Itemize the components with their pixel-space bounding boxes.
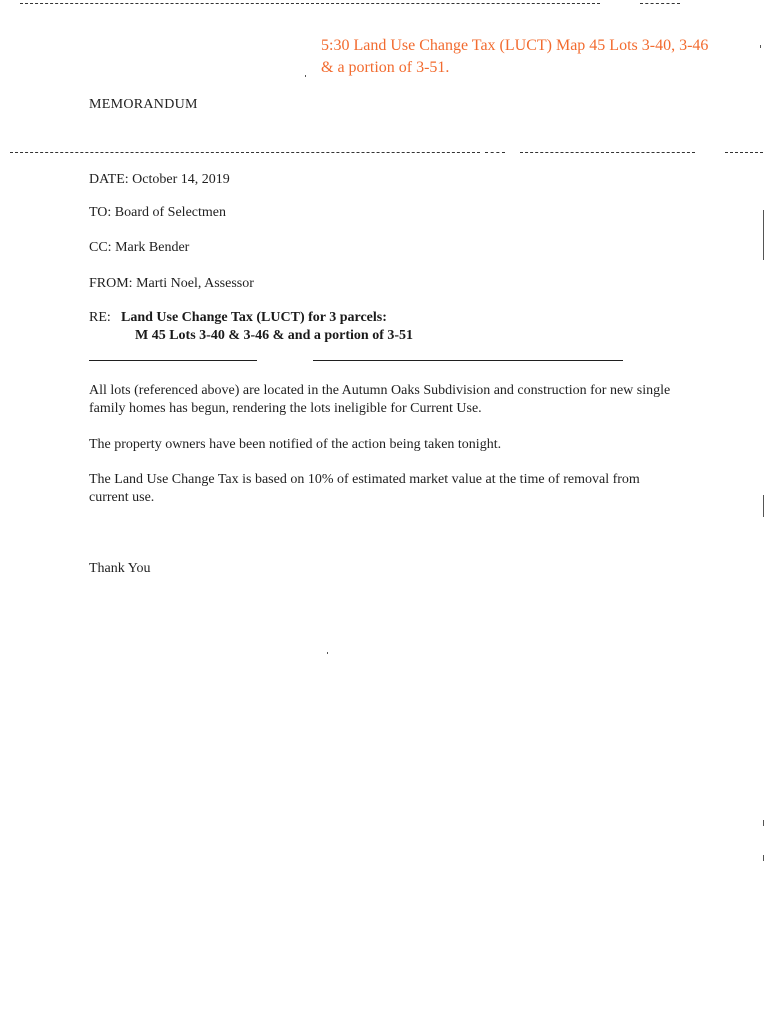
agenda-annotation [321, 35, 751, 79]
memo-re-subject: Land Use Change Tax (LUCT) for 3 parcels: [121, 310, 387, 325]
memo-cc: CC: Mark Bender [89, 240, 190, 255]
scan-artifact-top [20, 3, 600, 4]
scan-artifact-band [10, 152, 480, 153]
subject-rule-right [313, 360, 623, 361]
memo-from: FROM: Marti Noel, Assessor [89, 276, 254, 291]
annotation-line-2: & a portion of 3-51. [321, 59, 450, 76]
memo-re-label: RE: [89, 310, 111, 325]
subject-rule-left [89, 360, 257, 361]
memo-re-parcels: M 45 Lots 3-40 & 3-46 & and a portion of 3-51 [135, 328, 414, 343]
memo-paragraph-2: The property owners have been notified of the action being taken tonight. [89, 437, 502, 452]
scan-speck [760, 45, 761, 48]
scan-speck [763, 210, 764, 260]
annotation-line-1: 5:30 Land Use Change Tax (LUCT) Map 45 Lots 3-40, 3-46 [321, 37, 709, 54]
scan-speck [763, 820, 764, 826]
memo-paragraph-3: The Land Use Change Tax is based on 10% of estimated market value at the time of removal from current use. [89, 472, 640, 505]
scan-artifact-top-right [640, 3, 680, 4]
memo-paragraph-1: All lots (referenced above) are located in the Autumn Oaks Subdivision and construction for new single family homes has begun, rendering the lots ineligible for Current Use. [89, 383, 671, 416]
memo-to: TO: Board of Selectmen [89, 205, 226, 220]
memo-date: DATE: October 14, 2019 [89, 172, 230, 187]
scan-artifact-band-3 [520, 152, 695, 153]
scan-speck [327, 652, 328, 654]
scan-artifact-band-4 [725, 152, 763, 153]
scan-speck [763, 855, 764, 861]
memo-closing: Thank You [89, 561, 151, 576]
scan-speck [763, 495, 764, 517]
scan-artifact-band-2 [485, 152, 505, 153]
scan-speck [305, 75, 306, 77]
memo-title: MEMORANDUM [89, 97, 198, 112]
